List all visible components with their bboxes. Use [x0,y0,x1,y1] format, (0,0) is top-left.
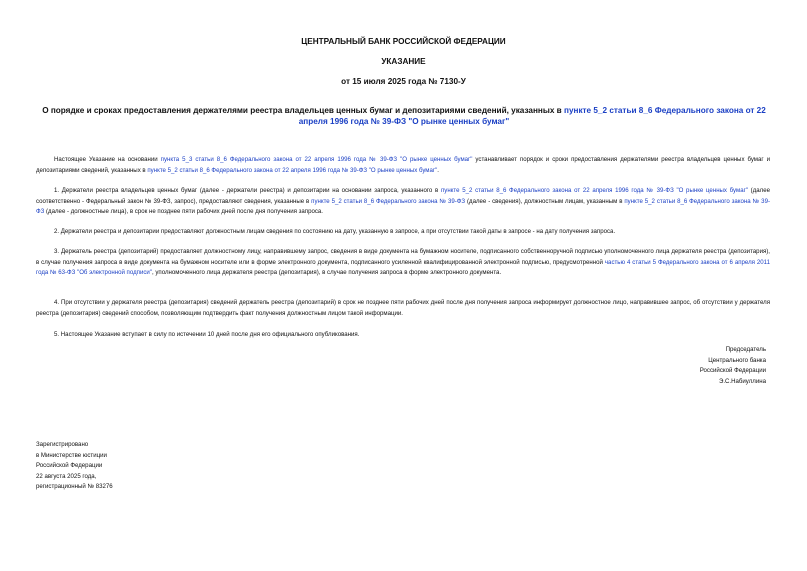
paragraph-3 [36,247,770,279]
p1-link-2[interactable]: пункте 5_2 статьи 8_6 Федерального закона № 39-ФЗ [311,197,466,205]
registration-block [36,440,113,493]
signature-block [700,345,766,387]
issuer-heading: ЦЕНТРАЛЬНЫЙ БАНК РОССИЙСКОЙ ФЕДЕРАЦИИ [301,37,506,46]
paragraph-2: 2. Держатели реестра и депозитарии предоставляют должностным лицам сведения по состоянию на дату, указанную в запросе, а при отсутствии такой даты в запросе - на дату получения запроса. [54,228,616,235]
registration-line-3: Российской Федерации [36,462,103,469]
p1-text-1: 1. Держатели реестра владельцев ценных бумаг (далее - держатели реестра) и депозитарии на основании запроса, указанного в [54,187,441,194]
title-law-link[interactable]: пункте 5_2 статьи 8_6 Федерального закона от 22 апреля 1996 года № 39-ФЗ "О рынке ценных бумаг" [298,106,766,126]
paragraph-5: 5. Настоящее Указание вступает в силу по истечении 10 дней после дня его официального опубликования. [54,331,360,338]
p1-text-2: (далее соответственно - Федеральный закон № 39-ФЗ, запрос), предоставляют сведения, указанные в [36,187,770,205]
document-type: УКАЗАНИЕ [381,57,426,66]
intro-paragraph [36,155,770,176]
p1-text-3: (далее - сведения), должностным лицам, указанным в [465,197,625,205]
signature-line-2: Центрального банка [708,356,766,364]
registration-line-1: Зарегистрировано [36,441,89,448]
p1-text-4: (далее - должностные лица), в срок не позднее пяти рабочих дней после дня получения запроса. [44,208,323,216]
document-date-number: от 15 июля 2025 года № 7130-У [341,77,466,86]
p3-text-1: 3. Держатель реестра (депозитарий) предоставляет должностному лицу, направившему запрос, сведения в виде документа на бумажном носителе, подписанного собственноручной подписью уполномоченного лица держателя реестра (депозитария), в случае получения запроса в виде документа на бумажном носителе или в форме электронного документа, подписанного усиленной квалифицированной электронной подписью, предусмотренной [36,248,770,266]
signature-line-3: Российской Федерации [699,367,766,374]
document-title [36,105,772,127]
intro-text-1: Настоящее Указание на основании [54,156,161,163]
p3-link-1[interactable]: частью 4 статьи 5 Федерального закона от 6 апреля 2011 года № 63-ФЗ "Об электронной подписи" [36,258,770,277]
intro-link-1[interactable]: пункта 5_3 статьи 8_6 Федерального закона от 22 апреля 1996 года № 39-ФЗ "О рынке ценных бумаг" [160,156,473,163]
registration-date: 22 августа 2025 года, [36,472,97,480]
paragraph-1 [36,186,770,218]
intro-text-3: . [437,166,439,174]
registration-line-2: в Министерстве юстиции [36,451,107,459]
p1-link-3[interactable]: пункте 5_2 статьи 8_6 Федерального закона № 39-ФЗ [36,197,770,216]
signature-name: Э.С.Набиуллина [718,377,766,385]
paragraph-4: 4. При отсутствии у держателя реестра (депозитария) сведений держатель реестра (депозитарий) в срок не позднее пяти рабочих дней после дня получения запроса информирует должностное лицо, направившее запрос, об отсутствии у держателя реестра (депозитария) сведений способом, позволяющим подтвердить факт получения должностным лицом такой информации. [36,299,770,317]
p3-text-2: , уполномоченного лица держателя реестра (депозитария), в случае получения запроса в форме электронного документа. [151,269,502,277]
signature-line-1: Председатель [725,346,766,353]
title-text: О порядке и сроках предоставления держателями реестра владельцев ценных бумаг и депозитариями сведений, указанных в [42,106,564,115]
intro-text-2: устанавливает порядок и сроки предоставления держателями реестра владельцев ценных бумаг и депозитариями сведений, указанных в [36,156,770,174]
registration-number: регистрационный № 83276 [36,483,113,490]
p1-link-1[interactable]: пункте 5_2 статьи 8_6 Федерального закона от 22 апреля 1996 года № 39-ФЗ "О рынке ценных бумаг" [440,187,748,194]
intro-link-2[interactable]: пункте 5_2 статьи 8_6 Федерального закона от 22 апреля 1996 года № 39-ФЗ "О рынке ценных бумаг" [147,166,438,174]
